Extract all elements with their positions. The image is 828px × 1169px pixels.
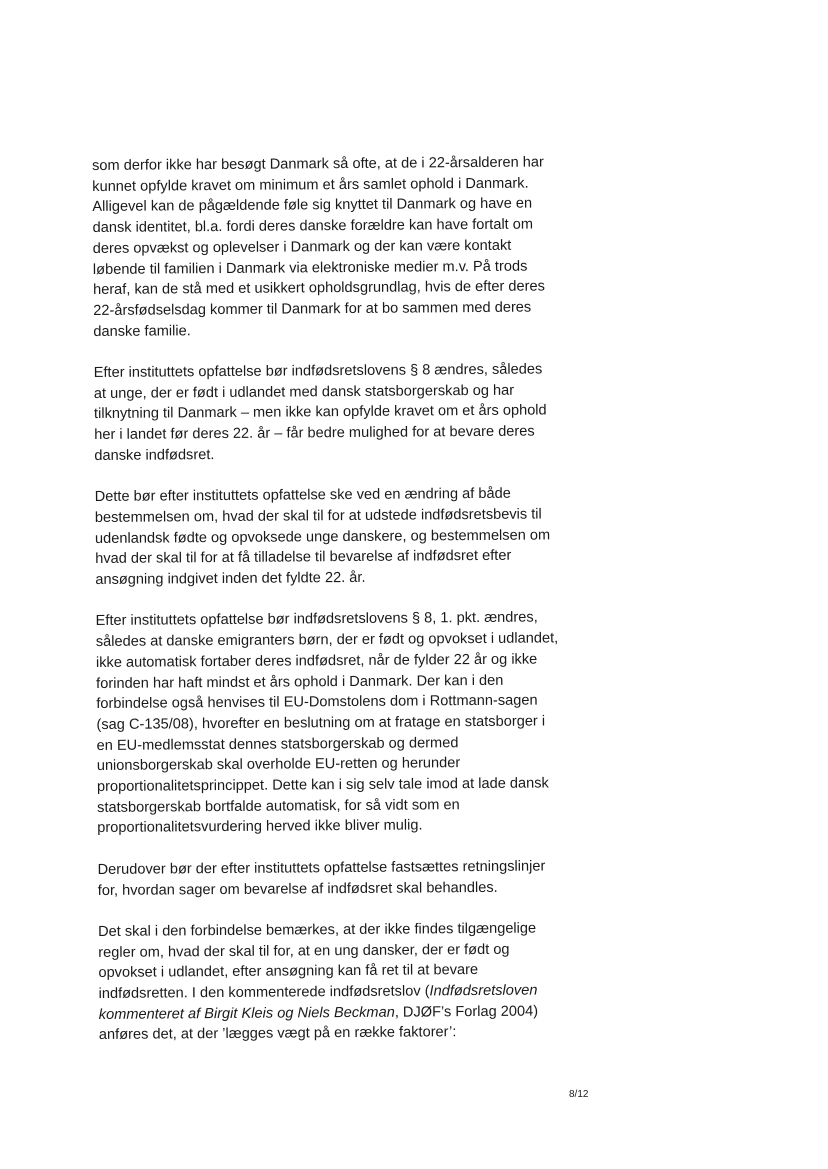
text-segment: indfødsretten. I den kommenterede indfødsretslov ( xyxy=(98,983,430,1003)
text-line: Dette bør efter instituttets opfattelse ske ved en ændring af både xyxy=(94,485,511,506)
book-title-part: Indfødsretsloven xyxy=(429,982,538,1000)
text-line: Alligevel kan de pågældende føle sig knyttet til Danmark og have en xyxy=(92,195,533,216)
text-line: således at danske emigranters børn, der er født og opvokset i udlandet, xyxy=(95,630,559,651)
text-line: at unge, der er født i udlandet med dansk statsborgerskab og har xyxy=(93,382,515,402)
text-line: ansøgning indgivet inden det fyldte 22. år. xyxy=(95,569,366,589)
text-line: danske indfødsret. xyxy=(94,446,215,464)
text-line: forbindelse også henvises til EU-Domstolens dom i Rottmann-sagen xyxy=(96,692,538,713)
text-line: danske familie. xyxy=(93,322,191,340)
text-line: Efter instituttets opfattelse bør indfødsretslovens § 8 ændres, således xyxy=(93,361,543,382)
text-line: Det skal i den forbindelse bemærkes, at der ikke findes tilgængelige xyxy=(98,920,537,940)
text-line: statsborgerskab bortfalde automatisk, for så vidt som en xyxy=(97,796,460,816)
book-title-part: kommenteret af Birgit Kleis og Niels Beckman xyxy=(98,1004,395,1023)
text-line: bestemmelsen om, hvad der skal til for at udstede indfødsretsbevis til xyxy=(94,506,542,526)
paragraph xyxy=(95,483,586,590)
text-line: heraf, kan de stå med et usikkert opholdsgrundlag, hvis de efter deres xyxy=(92,278,545,299)
text-line: Efter instituttets opfattelse bør indfødsretslovens § 8, 1. pkt. ændres, xyxy=(95,609,538,630)
text-line: kunnet opfylde kravet om minimum et års samlet ophold i Danmark. xyxy=(92,175,529,195)
paragraph xyxy=(92,152,583,342)
text-line: proportionalitetsvurdering herved ikke bliver mulig. xyxy=(97,817,423,837)
text-line: unionsborgerskab skal overholde EU-retten og herunder xyxy=(96,755,461,775)
text-line: regler om, hvad der skal til for, at en ung dansker, der er født og xyxy=(98,941,510,961)
document-body xyxy=(92,152,589,1067)
text-line: 22-årsfødselsdag kommer til Danmark for at bo sammen med deres xyxy=(93,299,532,319)
text-line: hvad der skal til for at få tilladelse til bevarelse af indfødsret efter xyxy=(95,548,512,568)
text-line: Derudover bør der efter instituttets opfattelse fastsættes retningslinjer xyxy=(97,858,546,878)
text-line: (sag C-135/08), hvorefter en beslutning om at fratage en statsborger i xyxy=(96,713,546,733)
text-line: forinden har haft mindst et års ophold i Danmark. Der kan i den xyxy=(96,672,504,692)
text-line: dansk identitet, bl.a. fordi deres danske forældre kan have fortalt om xyxy=(92,216,534,237)
paragraph xyxy=(94,359,585,466)
text-line: tilknytning til Danmark – men ikke kan opfylde kravet om et års ophold xyxy=(93,402,547,423)
paragraph-list xyxy=(92,152,588,901)
text-line: som derfor ikke har besøgt Danmark så ofte, at de i 22-årsalderen har xyxy=(92,154,544,174)
text-line: her i landet før deres 22. år – får bedre mulighed for at bevare deres xyxy=(94,423,535,444)
page-number: 8/12 xyxy=(569,1089,589,1100)
text-line: anføres det, at der ’lægges vægt på en række faktorer’: xyxy=(98,1024,457,1044)
text-segment: , DJØF’s Forlag 2004) xyxy=(394,1003,539,1021)
text-line: for, hvordan sager om bevarelse af indfødsret skal behandles. xyxy=(97,879,498,899)
text-line: løbende til familien i Danmark via elektroniske medier m.v. På trods xyxy=(92,258,528,278)
paragraph-citation xyxy=(98,918,589,1046)
paragraph xyxy=(96,608,588,840)
text-line: opvokset i udlandet, efter ansøgning kan få ret til at bevare xyxy=(98,962,479,982)
text-line: ikke automatisk fortaber deres indfødsret, når de fylder 22 år og ikke xyxy=(95,651,538,671)
paragraph xyxy=(98,856,588,901)
text-line: proportionalitetsprincippet. Dette kan i sig selv tale imod at lade dansk xyxy=(96,775,549,796)
text-line: udenlandsk fødte og opvoksede unge danskere, og bestemmelsen om xyxy=(94,527,551,547)
text-line: deres opvækst og oplevelser i Danmark og der kan være kontakt xyxy=(92,237,512,257)
text-line: en EU-medlemsstat dennes statsborgerskab og dermed xyxy=(96,734,459,754)
